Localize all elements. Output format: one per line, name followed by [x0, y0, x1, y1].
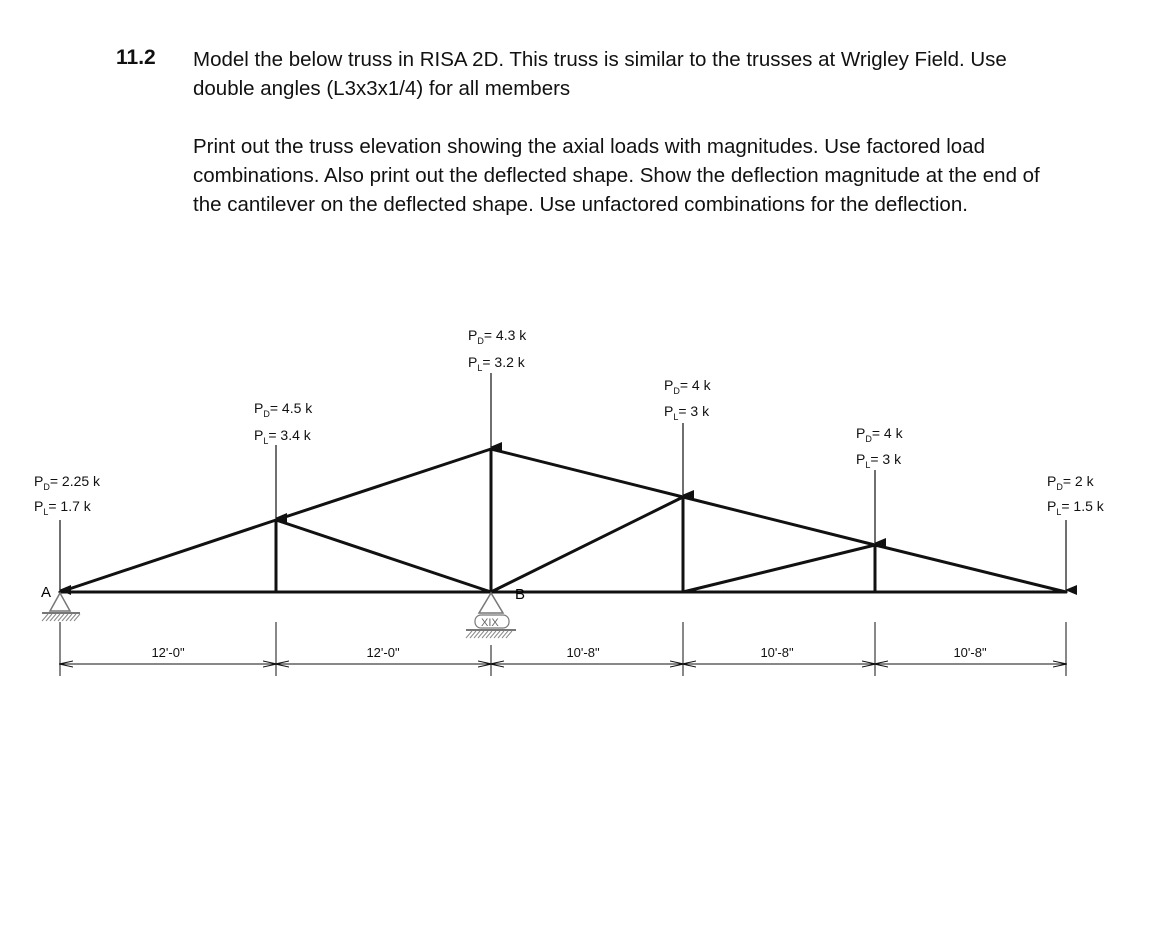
load-6-dead: $P_D= 2$ k — [1047, 473, 1094, 492]
load-5-dead: $P_D= 4$ k — [856, 425, 903, 444]
load-5-live: $P_L= 3$ k — [856, 451, 902, 470]
load-3-dead: $P_D= 4.3$ k — [468, 327, 527, 346]
roller-support-b — [466, 586, 525, 638]
problem-statement: Model the below truss in RISA 2D. This truss is similar to the trusses at Wrigley Field. Use double angles (L3x3x1/4) for all members — [193, 48, 1007, 100]
load-3-live: $P_L= 3.2$ k — [468, 354, 525, 373]
problem-instructions: Print out the truss elevation showing the axial loads with magnitudes. Use factored load combinations. Also print out the deflected shape. Show the deflection magnitude at the end of the cantilever on the deflected shape. Use unfactored combinations for the deflection. — [193, 135, 1040, 216]
dimension-labels — [151, 645, 987, 660]
load-2-dead: $P_D= 4.5$ k — [254, 400, 313, 419]
dimension-line — [60, 622, 1066, 676]
load-2-live: $P_L= 3.4$ k — [254, 427, 311, 446]
load-labels — [34, 327, 1105, 517]
diagonal-member-1 — [276, 520, 491, 592]
diagonal-member-2 — [491, 497, 683, 592]
load-1-live: $P_L= 1.7$ k — [34, 498, 91, 517]
dimension-label-1: 12'-0" — [151, 645, 185, 660]
support-label-a: A — [41, 584, 52, 601]
load-4-live: $P_L= 3$ k — [664, 403, 710, 422]
dimension-label-3: 10'-8" — [566, 645, 600, 660]
truss-members — [60, 449, 1066, 592]
problem-number: 11.2 — [116, 46, 156, 69]
dimension-label-5: 10'-8" — [953, 645, 987, 660]
load-6-live: $P_L= 1.5$ k — [1047, 498, 1104, 517]
roller-glyph: XIX — [481, 617, 499, 629]
top-chord — [60, 449, 1066, 592]
support-label-b: B — [515, 586, 526, 603]
load-1-dead: $P_D= 2.25$ k — [34, 473, 101, 492]
diagonal-member-3 — [683, 545, 875, 592]
dimension-label-4: 10'-8" — [760, 645, 794, 660]
dimension-label-2: 12'-0" — [366, 645, 400, 660]
load-4-dead: $P_D= 4$ k — [664, 377, 711, 396]
